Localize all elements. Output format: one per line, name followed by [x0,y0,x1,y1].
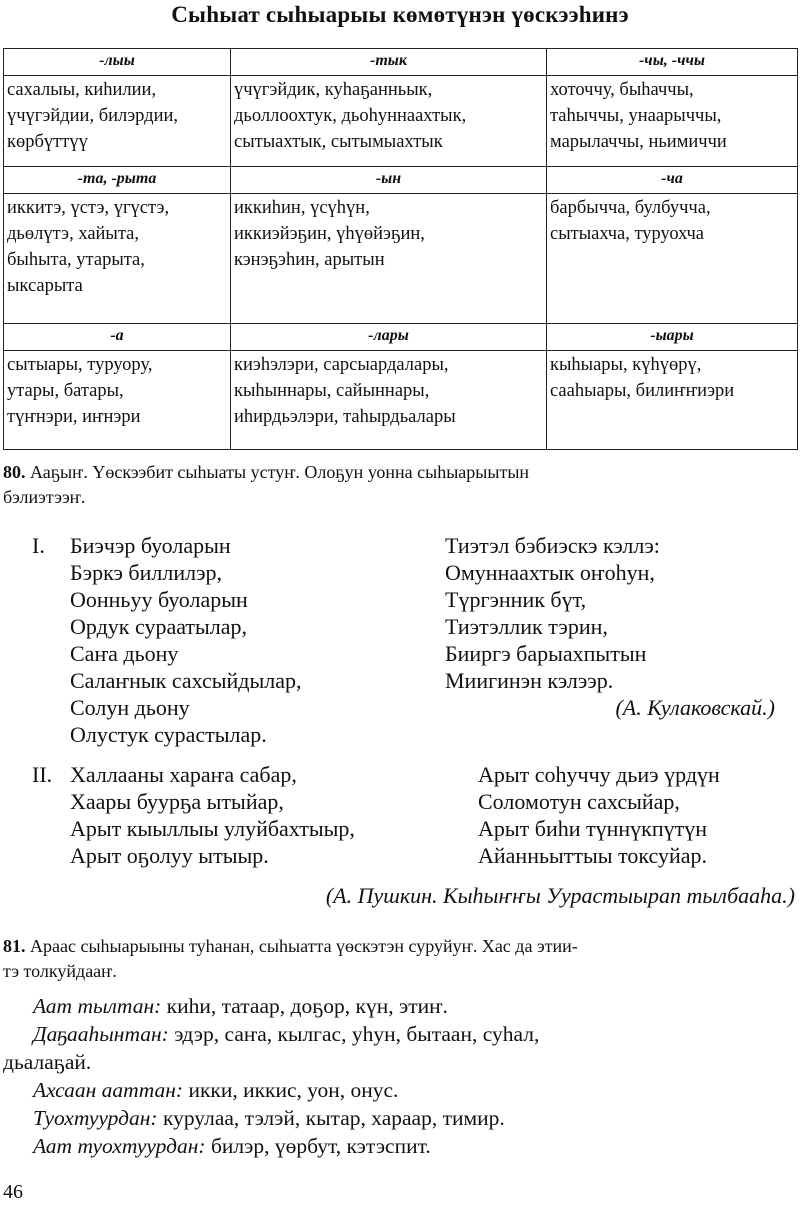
verse-line: Халлааны хараҥа сабар, [70,762,297,787]
table-cell: киэһэлэри, сарсыардалары, кыһыннары, сайыннары, иһирдьэлэри, таһырдьалары [231,351,547,450]
table-header: -ын [231,166,547,193]
table-header: -ча [547,166,798,193]
poem-1-left-stanza [70,532,302,748]
table-header: -лары [231,323,547,350]
table-header-row [4,323,798,350]
poem-2-left-stanza [70,761,355,869]
table-header: -ыары [547,323,798,350]
verse-line: Айанньыттыы токсуйар. [478,843,708,868]
exercise-81-instructions: 81. Араас сыһыарыыны туһанан, сыһыатта үөскэтэн суруйуҥ. Хас да этии- тэ толкуйдааҥ. [3,936,578,981]
table-header: -чы, -ччы [547,49,798,76]
page-title: Сыһыат сыһыарыы көмөтүнэн үөскээһинэ [171,2,629,27]
exercise-number: 80. [3,462,26,482]
verse-line: Солун дьону [70,695,190,720]
verse-line: Оонньуу буоларын [70,587,248,612]
verse-line: Арыт оҕолуу ытыыр. [70,843,269,868]
list-item: Аат туохтуурдан: билэр, үөрбут, кэтэспит. [33,1134,431,1158]
table-header-row [4,49,798,76]
suffix-table [3,48,798,450]
table-header: -тык [231,49,547,76]
table-cell: барбычча, булбучча, сытыахча, туруохча [547,193,798,323]
verse-line: Саҥа дьону [70,641,179,666]
verse-line: Арыт соһуччу дьиэ үрдүн [478,762,720,787]
exercise-number: 81. [3,936,26,956]
poem-1-right-stanza [445,532,660,694]
table-header: -лыы [4,49,231,76]
verse-line: Хаары буурҕа ытыйар, [70,789,284,814]
verse-line: Бииргэ барыахпытын [445,641,647,666]
poem-2-right-stanza [478,761,720,869]
verse-line: Тиэтэллик тэрин, [445,614,608,639]
table-row [4,351,798,450]
poem-2-attribution: (А. Пушкин. Кыһыҥҥы Уурастыырап тылбааһа.) [325,883,795,908]
word-list [3,992,797,1160]
table-cell: сытыары, туруору, утары, батары, түҥнэри, иҥнэри [4,351,231,450]
table-row [4,76,798,166]
table-row [4,193,798,323]
table-cell: иккиһин, үсүһүн, иккиэйэҕин, үһүөйэҕин, кэнэҕэһин, арытын [231,193,547,323]
list-item: Туохтуурдан: курулаа, тэлэй, кытар, хараар, тимир. [33,1106,505,1130]
list-item: Аат тылтан: киһи, татаар, доҕор, күн, этиҥ. [33,994,448,1018]
exercise-80-instructions: 80. Ааҕыҥ. Үөскээбит сыһыаты устуҥ. Олоҕун уонна сыһыарыытын бэлиэтээҥ. [3,462,530,507]
verse-line: Ордук сураатылар, [70,614,248,639]
list-item: дьалаҕай. [3,1050,92,1074]
poem-1-attribution: (А. Кулаковскай.) [615,695,775,720]
verse-line: Соломотун сахсыйар, [478,789,680,814]
verse-line: Түргэнник бүт, [445,587,587,612]
table-cell: үчүгэйдик, куһаҕанньык, дьоллоохтук, дьоһуннаахтык, сытыахтык, сытымыахтык [231,76,547,166]
poem-numeral: II. [32,762,53,787]
poem-numeral: I. [32,533,45,558]
verse-line: Салаҥнык сахсыйдылар, [70,668,302,693]
page-number: 46 [3,1181,23,1203]
verse-line: Миигинэн кэлээр. [445,668,614,693]
verse-line: Тиэтэл бэбиэскэ кэллэ: [445,533,660,558]
verse-line: Арыт биһи түннүкпүтүн [478,816,708,841]
verse-line: Олустук сурастылар. [70,722,267,747]
table-cell: иккитэ, үстэ, үгүстэ, дьөлүтэ, хайыта, быһыта, утарыта, ыксарыта [4,193,231,323]
verse-line: Арыт кыыллыы улуйбахтыыр, [70,816,355,841]
verse-line: Биэчэр буоларын [70,533,231,558]
verse-line: Омуннаахтык оҥоһун, [445,560,655,585]
table-cell: сахалыы, киһилии, үчүгэйдии, билэрдии, көрбүттүү [4,76,231,166]
list-item: Даҕааһынтан: эдэр, саҥа, кылгас, уһун, бытаан, суһал, [33,1022,540,1046]
table-cell: хоточчу, быһаччы, таһыччы, унаарыччы, марылаччы, ньимиччи [547,76,798,166]
verse-line: Бэркэ биллилэр, [70,560,223,585]
table-header: -а [4,323,231,350]
table-header-row [4,166,798,193]
table-header: -та, -рыта [4,166,231,193]
table-cell: кыһыары, күһүөрү, сааһыары, билиҥҥиэри [547,351,798,450]
list-item: Ахсаан ааттан: икки, иккис, уон, онус. [33,1078,399,1102]
